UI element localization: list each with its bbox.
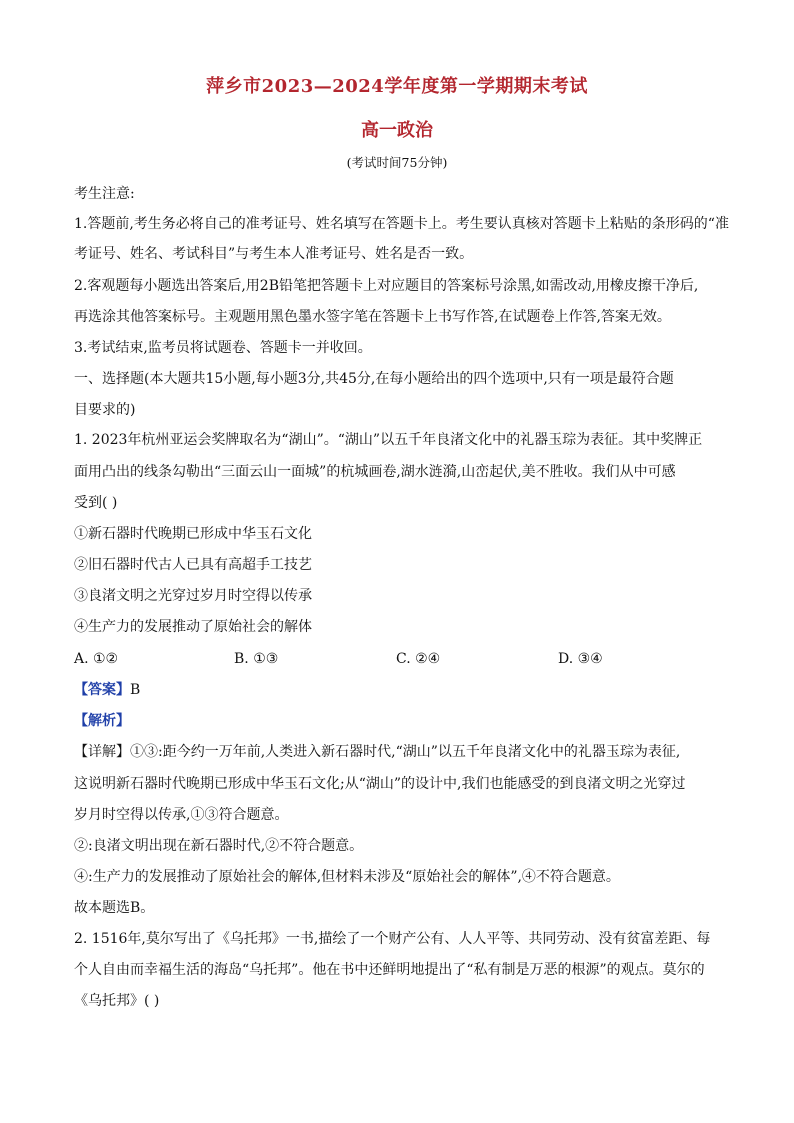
detail-tag: 【详解】 [74, 744, 130, 760]
q2-stem: 2. 1516年,莫尔写出了《乌托邦》一书,描绘了一个财产公有、人人平等、共同劳动、没有贫富差距、每 [74, 931, 711, 947]
section-heading-cont: 目要求的) [74, 402, 136, 418]
notice-line: 3.考试结束,监考员将试题卷、答题卡一并收回。 [74, 340, 372, 356]
q1-option-c: C. ②④ [396, 651, 441, 667]
answer-tag: 【答案】 [74, 682, 130, 698]
notice-line: 再选涂其他答案标号。主观题用黑色墨水签字笔在答题卡上书写作答,在试题卷上作答,答案无效。 [74, 309, 671, 325]
q1-detail: 故本题选B。 [74, 900, 155, 916]
q1-detail: ④:生产力的发展推动了原始社会的解体,但材料未涉及“原始社会的解体”,④不符合题意。 [74, 869, 620, 885]
q1-answer [74, 680, 734, 700]
exam-subject: 高一政治 [361, 120, 433, 141]
notice-line: 考证号、姓名、考试科目”与考生本人准考证号、姓名是否一致。 [74, 246, 474, 262]
notice-line: 2.客观题每小题选出答案后,用2B铅笔把答题卡上对应题目的答案标号涂黑,如需改动,用橡皮擦干净后, [74, 278, 699, 294]
q1-stem: 面用凸出的线条勾勒出“三面云山一面城”的杭城画卷,湖水涟漪,山峦起伏,美不胜收。我们从中可感 [74, 464, 676, 480]
notice-line: 1.答题前,考生务必将自己的准考证号、姓名填写在答题卡上。考生要认真核对答题卡上粘贴的条形码的“准 [74, 216, 729, 232]
q1-detail: 岁月时空得以传承,①③符合题意。 [74, 807, 289, 823]
q1-option-a: A. ①② [74, 651, 119, 667]
exam-title: 萍乡市2023—2024学年度第一学期期末考试 [206, 76, 588, 97]
q1-statement: ①新石器时代晚期已形成中华玉石文化 [74, 526, 312, 542]
q1-detail [74, 742, 734, 762]
notice-heading: 考生注意: [74, 186, 135, 202]
q1-option-d: D. ③④ [558, 651, 603, 667]
exam-time: (考试时间75分钟) [346, 155, 448, 170]
q2-stem: 个人自由而幸福生活的海岛“乌托邦”。他在书中还鲜明地提出了“私有制是万恶的根源”的观点。莫尔的 [74, 962, 705, 978]
analysis-tag: 【解析】 [74, 713, 130, 729]
q1-detail: 这说明新石器时代晚期已形成中华玉石文化;从“湖山”的设计中,我们也能感受的到良渚文明之光穿过 [74, 776, 686, 792]
q1-statement: ③良渚文明之光穿过岁月时空得以传承 [74, 588, 312, 604]
q1-detail: ②:良渚文明出现在新石器时代,②不符合题意。 [74, 838, 364, 854]
q1-option-b: B. ①③ [234, 651, 279, 667]
q2-stem: 《乌托邦》( ) [74, 993, 160, 1009]
answer-value: B [130, 682, 141, 698]
detail-text: ①③:距今约一万年前,人类进入新石器时代,“湖山”以五千年良渚文化中的礼器玉琮为表征, [130, 744, 681, 760]
q1-stem: 受到( ) [74, 495, 118, 511]
q1-analysis [74, 711, 734, 731]
q1-stem: 1. 2023年杭州亚运会奖牌取名为“湖山”。“湖山”以五千年良渚文化中的礼器玉琮为表征。其中奖牌正 [74, 432, 703, 448]
q1-statement: ②旧石器时代古人已具有高超手工技艺 [74, 557, 312, 573]
section-heading: 一、选择题(本大题共15小题,每小题3分,共45分,在每小题给出的四个选项中,只有一项是最符合题 [74, 371, 674, 387]
q1-statement: ④生产力的发展推动了原始社会的解体 [74, 619, 312, 635]
